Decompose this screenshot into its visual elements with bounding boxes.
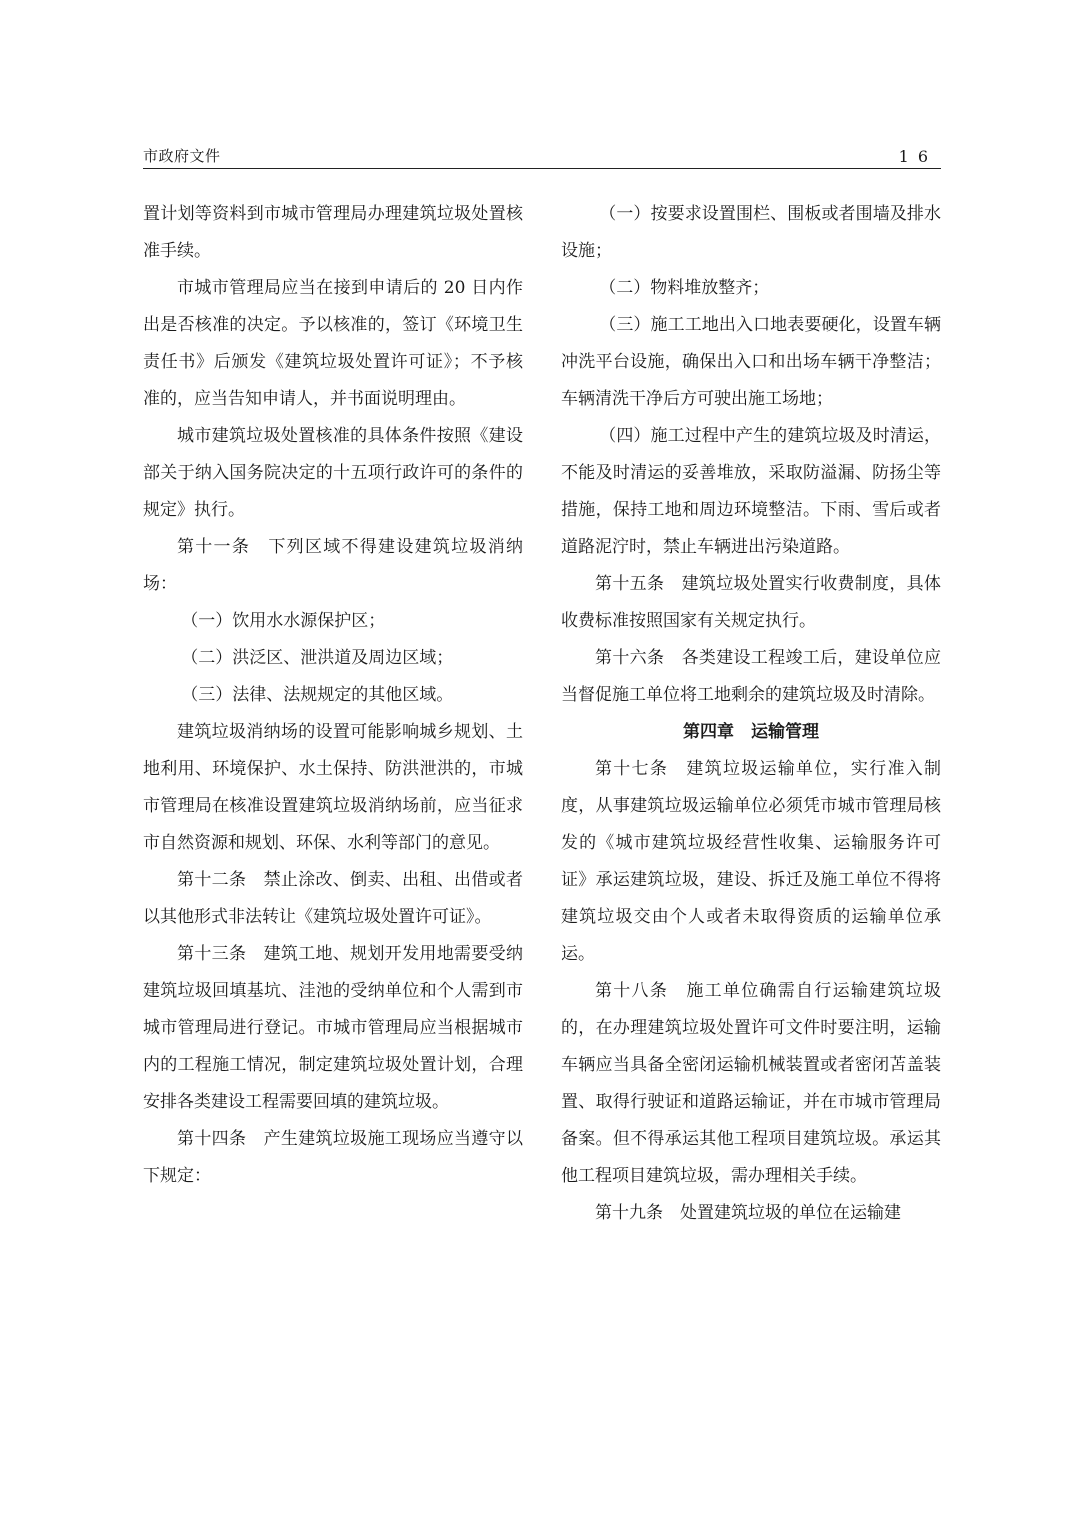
header-title: 市政府文件 <box>143 147 221 165</box>
left-column <box>143 196 523 1195</box>
paragraph: 置计划等资料到市城市管理局办理建筑垃圾处置核准手续。 <box>143 204 523 261</box>
list-item: （二）物料堆放整齐； <box>599 278 770 298</box>
paragraph: 建筑垃圾消纳场的设置可能影响城乡规划、土地利用、环境保护、水土保持、防洪泄洪的，市城市管理局在核准设置建筑垃圾消纳场前，应当征求市自然资源和规划、环保、水利等部门的意见。 <box>143 722 523 853</box>
paragraph: 市城市管理局应当在接到申请后的 20 日内作出是否核准的决定。予以核准的，签订《环境卫生责任书》后颁发《建筑垃圾处置许可证》；不予核准的，应当告知申请人，并书面说明理由。 <box>143 278 523 409</box>
list-item: （一）按要求设置围栏、围板或者围墙及排水设施； <box>561 204 941 261</box>
article-15: 第十五条 建筑垃圾处置实行收费制度，具体收费标准按照国家有关规定执行。 <box>561 574 941 631</box>
list-item: （二）洪泛区、泄洪道及周边区域； <box>181 648 454 668</box>
page-number: 16 <box>898 147 937 166</box>
article-17: 第十七条 建筑垃圾运输单位，实行准入制度，从事建筑垃圾运输单位必须凭市城市管理局核发的《城市建筑垃圾经营性收集、运输服务许可证》承运建筑垃圾，建设、拆迁及施工单位不得将建筑垃圾交由个人或者未取得资质的运输单位承运。 <box>561 759 941 964</box>
paragraph: 城市建筑垃圾处置核准的具体条件按照《建设部关于纳入国务院决定的十五项行政许可的条件的规定》执行。 <box>143 426 523 520</box>
article-16: 第十六条 各类建设工程竣工后，建设单位应当督促施工单位将工地剩余的建筑垃圾及时清除。 <box>561 648 941 705</box>
right-column <box>561 196 941 1232</box>
article-14: 第十四条 产生建筑垃圾施工现场应当遵守以下规定： <box>143 1129 523 1186</box>
list-item: （一）饮用水水源保护区； <box>181 611 386 631</box>
article-13: 第十三条 建筑工地、规划开发用地需要受纳建筑垃圾回填基坑、洼池的受纳单位和个人需到市城市管理局进行登记。市城市管理局应当根据城市内的工程施工情况，制定建筑垃圾处置计划，合理安排各类建设工程需要回填的建筑垃圾。 <box>143 944 523 1112</box>
page-header <box>143 148 941 169</box>
chapter-heading: 第四章 运输管理 <box>683 722 819 742</box>
article-12: 第十二条 禁止涂改、倒卖、出租、出借或者以其他形式非法转让《建筑垃圾处置许可证》。 <box>143 870 523 927</box>
article-18: 第十八条 施工单位确需自行运输建筑垃圾的，在办理建筑垃圾处置许可文件时要注明，运输车辆应当具备全密闭运输机械装置或者密闭苫盖装置、取得行驶证和道路运输证，并在市城市管理局备案。但不得承运其他工程项目建筑垃圾。承运其他工程项目建筑垃圾，需办理相关手续。 <box>561 981 941 1186</box>
article-11: 第十一条 下列区域不得建设建筑垃圾消纳场： <box>143 537 523 594</box>
list-item: （四）施工过程中产生的建筑垃圾及时清运，不能及时清运的妥善堆放，采取防溢漏、防扬尘等措施，保持工地和周边环境整洁。下雨、雪后或者道路泥泞时，禁止车辆进出污染道路。 <box>561 426 941 557</box>
list-item: （三）法律、法规规定的其他区域。 <box>181 685 454 705</box>
list-item: （三）施工工地出入口地表要硬化，设置车辆冲洗平台设施，确保出入口和出场车辆干净整洁；车辆清洗干净后方可驶出施工场地； <box>561 315 941 409</box>
article-19: 第十九条 处置建筑垃圾的单位在运输建 <box>595 1203 901 1223</box>
